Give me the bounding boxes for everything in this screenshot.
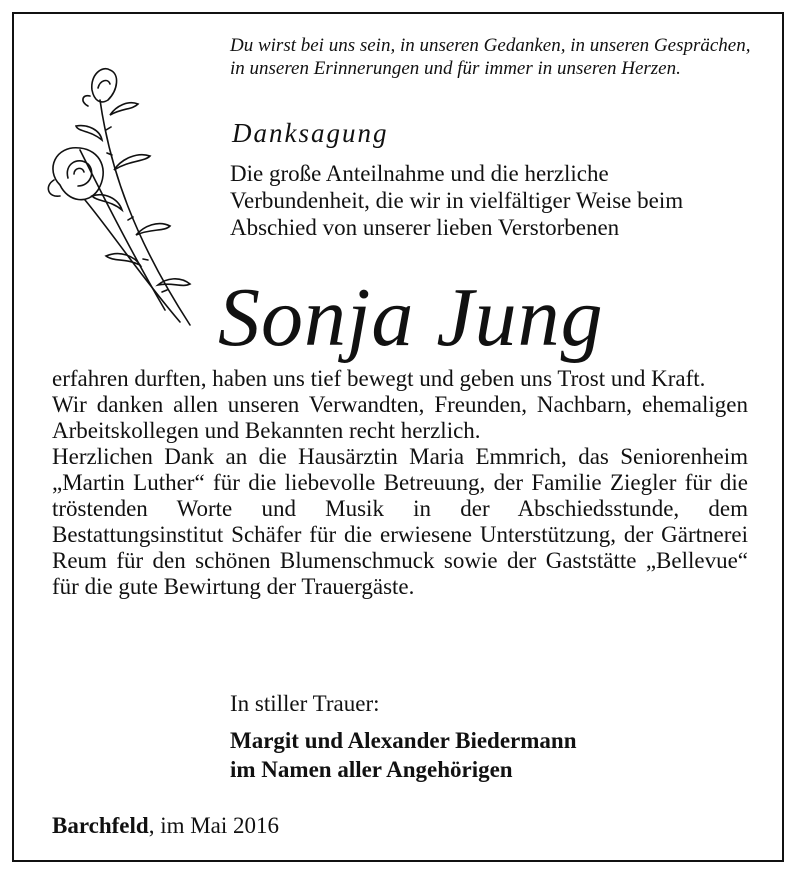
signatory-line: Margit und Alexander Biedermann [230,728,577,753]
signatories [230,726,577,784]
place-date [52,812,279,839]
body-paragraph: Herzlichen Dank an die Hausärztin Maria Emmrich, das Seniorenheim „Martin Luther“ für die liebevolle Betreuung, der Familie Ziegler für die tröstenden Worte und Musik in der Abschiedsstunde, dem Bestattungsinstitut Schäfer für die erwiesene Unterstützung, der Gärtnerei Reum für den schönen Blumenschmuck sowie der Gaststätte „Bellevue“ für die gute Bewirtung der Trauergäste. [52,444,748,599]
place-name: Barchfeld [52,813,149,838]
body-text [52,366,748,600]
heading-title: Danksagung [232,118,389,148]
memorial-quote: Du wirst bei uns sein, in unseren Gedanken, in unseren Gesprächen, in unseren Erinnerungen und für immer in unseren Herzen. [230,35,751,79]
body-paragraph: Wir danken allen unseren Verwandten, Freunden, Nachbarn, ehemaligen Arbeitskollegen und Bekannten recht herzlich. [52,392,748,443]
intro-text: Die große Anteilnahme und die herzliche Verbundenheit, die wir in vielfältiger Weise beim Abschied von unserer lieben Verstorbenen [230,161,684,240]
mourning-label: In stiller Trauer: [230,691,380,716]
date-text: , im Mai 2016 [148,813,280,838]
signatory-line: im Namen aller Angehörigen [230,757,513,782]
deceased-name: Sonja Jung [218,271,604,364]
rose-icon [40,60,205,335]
body-paragraph: erfahren durften, haben uns tief bewegt und geben uns Trost und Kraft. [52,366,706,391]
